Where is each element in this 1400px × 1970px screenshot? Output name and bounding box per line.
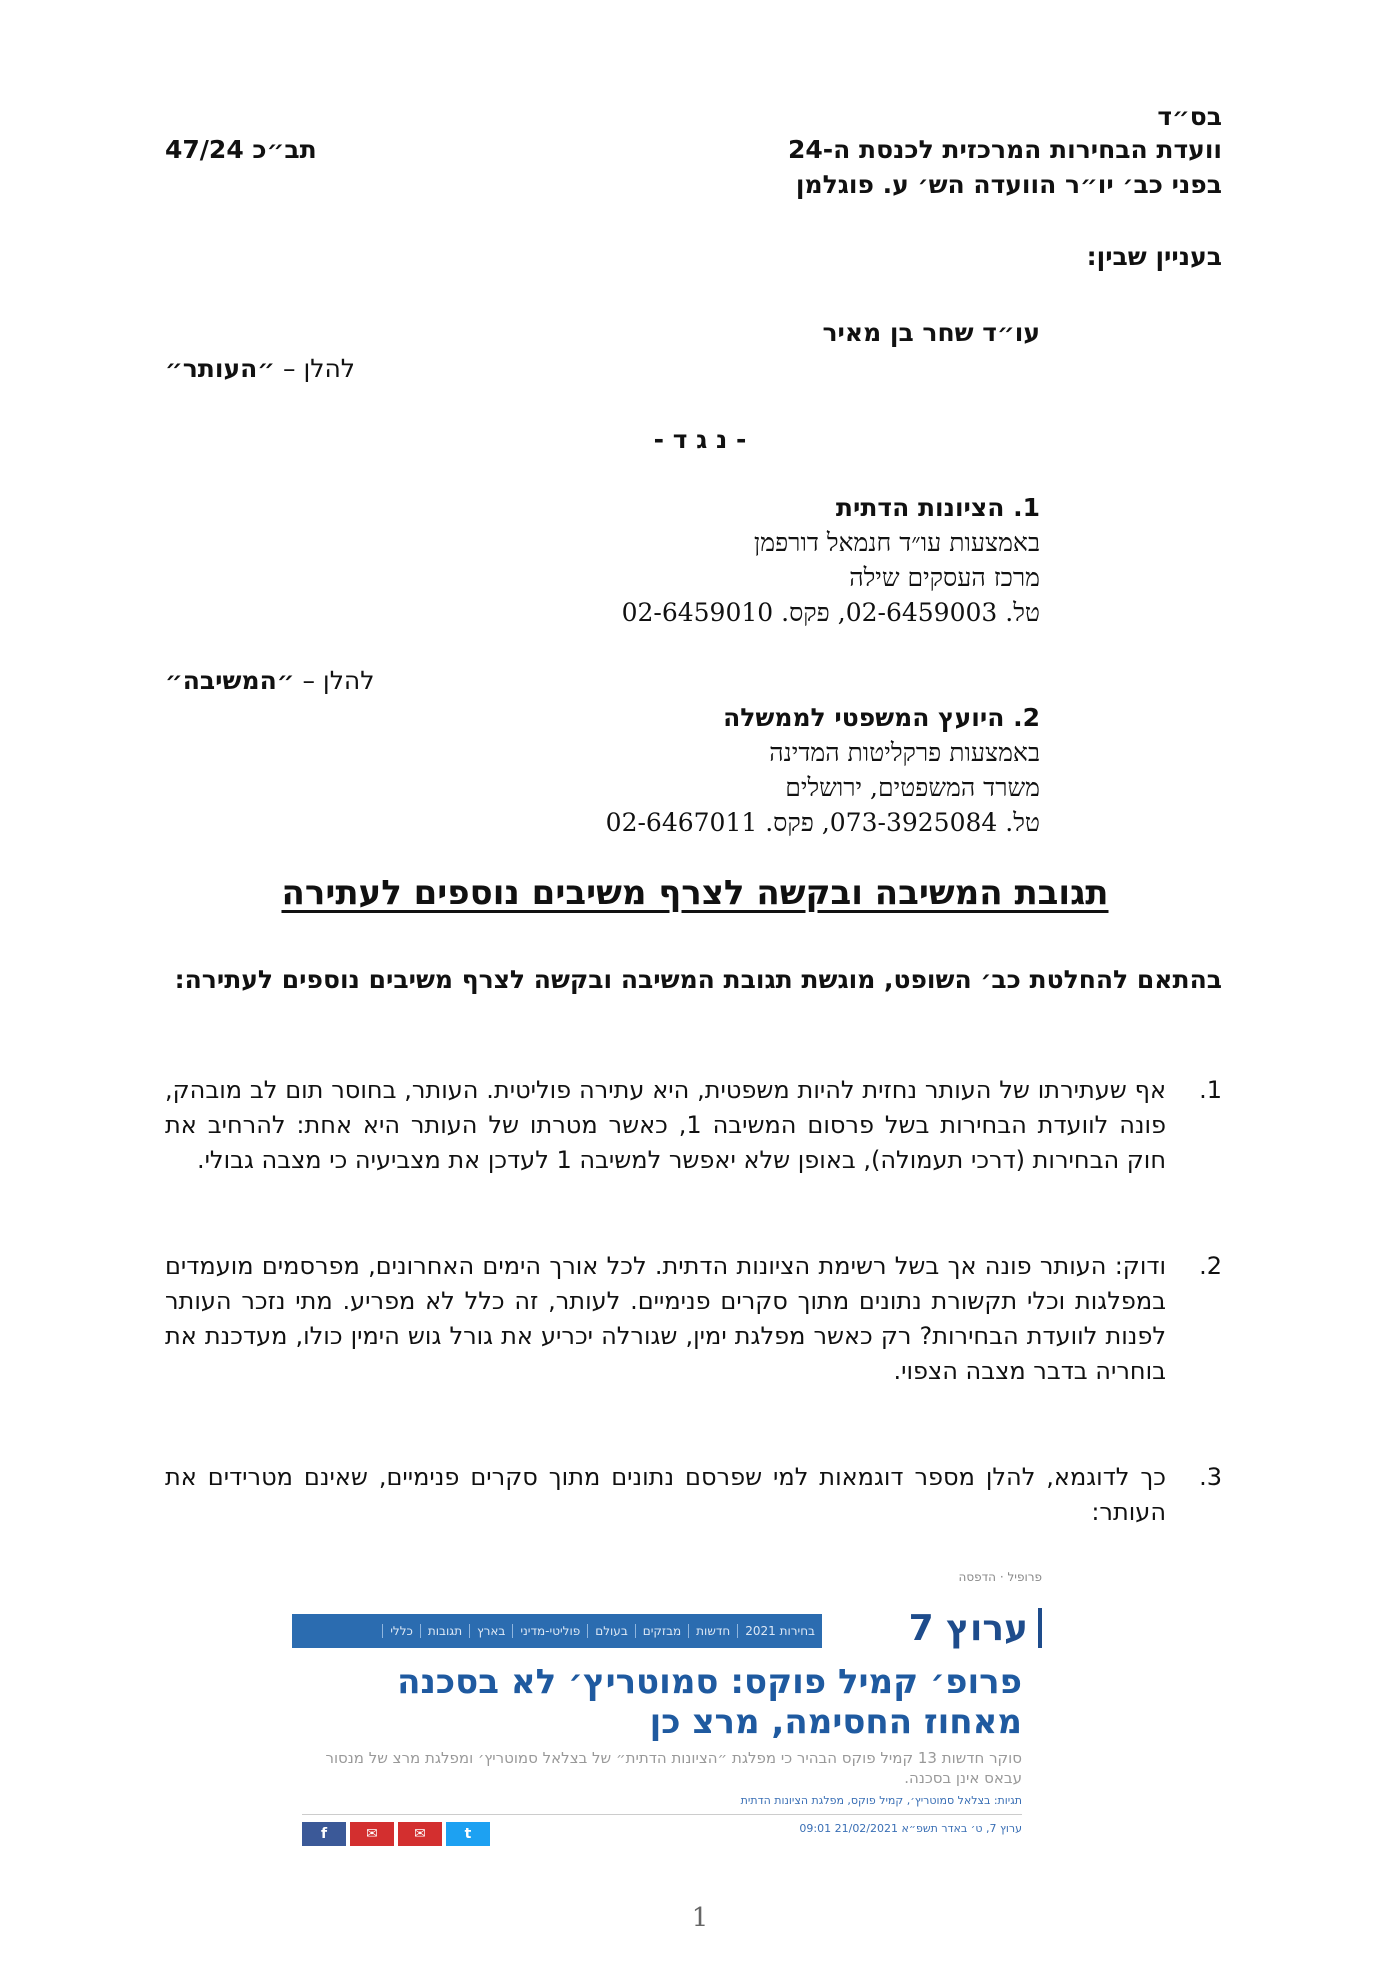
respondent-2-title: 2. היועץ המשפטי לממשלה [723,703,1040,732]
matter-heading: בעניין שבין: [1086,242,1222,271]
committee-name: וועדת הבחירות המרכזית לכנסת ה-24 [787,135,1222,164]
numbered-paragraph [165,1249,1222,1389]
respondent-label-prefix: להלן – [302,666,375,695]
before-judge: בפני כב׳ יו״ר הוועדה הש׳ ע. פוגלמן [795,170,1222,199]
nav-item: בארץ [469,1624,512,1638]
respondent-2-line: טל. 073-3925084, פקס. 02-6467011 [605,808,1040,837]
site-navbar [292,1614,822,1648]
respondent-2 [480,700,1040,840]
article-headline: פרופ׳ קמיל פוקס: סמוטריץ׳ לא בסכנה מאחוז החסימה, מרצ כן [397,1662,1022,1742]
respondent-2-line: באמצעות פרקליטות המדינה [769,738,1040,767]
nav-item: תגובות [420,1624,469,1638]
nav-item: חדשות [688,1624,737,1638]
document-title: תגובת המשיבה ובקשה לצרף משיבים נוספים לעתירה [281,873,1109,913]
respondent-2-line: משרד המשפטים, ירושלים [785,773,1040,802]
petitioner-label-prefix: להלן – [283,354,356,383]
respondent-label [165,664,374,698]
email-icon: ✉ [350,1822,394,1846]
petitioner-name: עו״ד שחר בן מאיר [822,318,1040,347]
respondent-label-text: ״המשיבה״ [165,666,295,695]
article-tags: תגיות: בצלאל סמוטריץ׳, קמיל פוקס, מפלגת הציונות הדתית [740,1794,1022,1807]
respondent-1-title: 1. הציונות הדתית [835,493,1040,522]
nav-item: כללי [382,1624,420,1638]
numbered-paragraph [165,1073,1222,1178]
versus: - נ ג ד - [653,425,747,454]
screenshot-topbar: פרופיל · הדפסה [958,1570,1042,1584]
channel7-logo: ערוץ 7 [908,1608,1028,1649]
facebook-icon: f [302,1822,346,1846]
twitter-icon: t [446,1822,490,1846]
page-number: 1 [691,1903,709,1933]
nav-item: מבזקים [635,1624,688,1638]
logo-bar [1038,1608,1042,1648]
respondent-1-line: מרכז העסקים שילה [849,563,1040,592]
respondent-1-line: טל. 02-6459003, פקס. 02-6459010 [621,598,1040,627]
intro-paragraph: בהתאם להחלטת כב׳ השופט, מוגשת תגובת המשיבה ובקשה לצרף משיבים נוספים לעתירה: [174,965,1222,994]
petitioner-label [165,352,355,386]
paragraph-text: אף שעתירתו של העותר נחזית להיות משפטית, היא עתירה פוליטית. העותר, בחוסר תום לב מובהק, פונה לוועדת הבחירות בשל פרסום המשיבה 1, כאשר מטרתו של העותר היא אחת: להרחיב את חוק הבחירות (דרכי תעמולה), באופן שלא יאפשר למשיבה 1 לעדכן את מצביעיה כי מצבה גבולי. [165,1076,1167,1174]
case-number: תב״כ 47/24 [165,135,317,164]
header-bsd: בס״ד [1157,102,1222,131]
divider [302,1814,1022,1815]
respondent-1 [480,490,1040,630]
share-buttons [302,1822,490,1846]
respondent-1-line: באמצעות עו״ד חנמאל דורפמן [753,528,1040,557]
paragraph-number: 3. [1199,1463,1222,1491]
nav-item: פוליטי-מדיני [512,1624,587,1638]
news-screenshot [292,1570,1042,1860]
nav-item: בעולם [587,1624,635,1638]
nav-item: בחירות 2021 [737,1624,822,1638]
paragraph-text: כך לדוגמא, להלן מספר דוגמאות למי שפרסם נתונים מתוך סקרים פנימיים, שאינם מטרידים את העותר: [165,1463,1166,1526]
numbered-paragraph [165,1460,1222,1530]
paragraph-number: 1. [1199,1076,1222,1104]
petitioner-label-text: ״העותר״ [165,354,276,383]
article-date: ערוץ 7, ט׳ באדר תשפ״א 21/02/2021 09:01 [799,1822,1022,1835]
paragraph-number: 2. [1199,1252,1222,1280]
print-icon: ✉ [398,1822,442,1846]
paragraph-text: ודוק: העותר פונה אך בשל רשימת הציונות הדתית. לכל אורך הימים האחרונים, מפרסמים מועמדים במפלגות וכלי תקשורת נתונים מתוך סקרים פנימיים. לעותר, זה כלל לא מפריע. מתי נזכר העותר לפנות לוועדת הבחירות? רק כאשר מפלגת ימין, שגורלה יכריע את גורל גוש הימין כולו, מעדכנת את בוחריה בדבר מצבה הצפוי. [165,1252,1166,1385]
article-subtitle: סוקר חדשות 13 קמיל פוקס הבהיר כי מפלגת ״הציונות הדתית״ של בצלאל סמוטריץ׳ ומפלגת מרצ של מנסור עבאס אינן בסכנה. [325,1749,1022,1787]
